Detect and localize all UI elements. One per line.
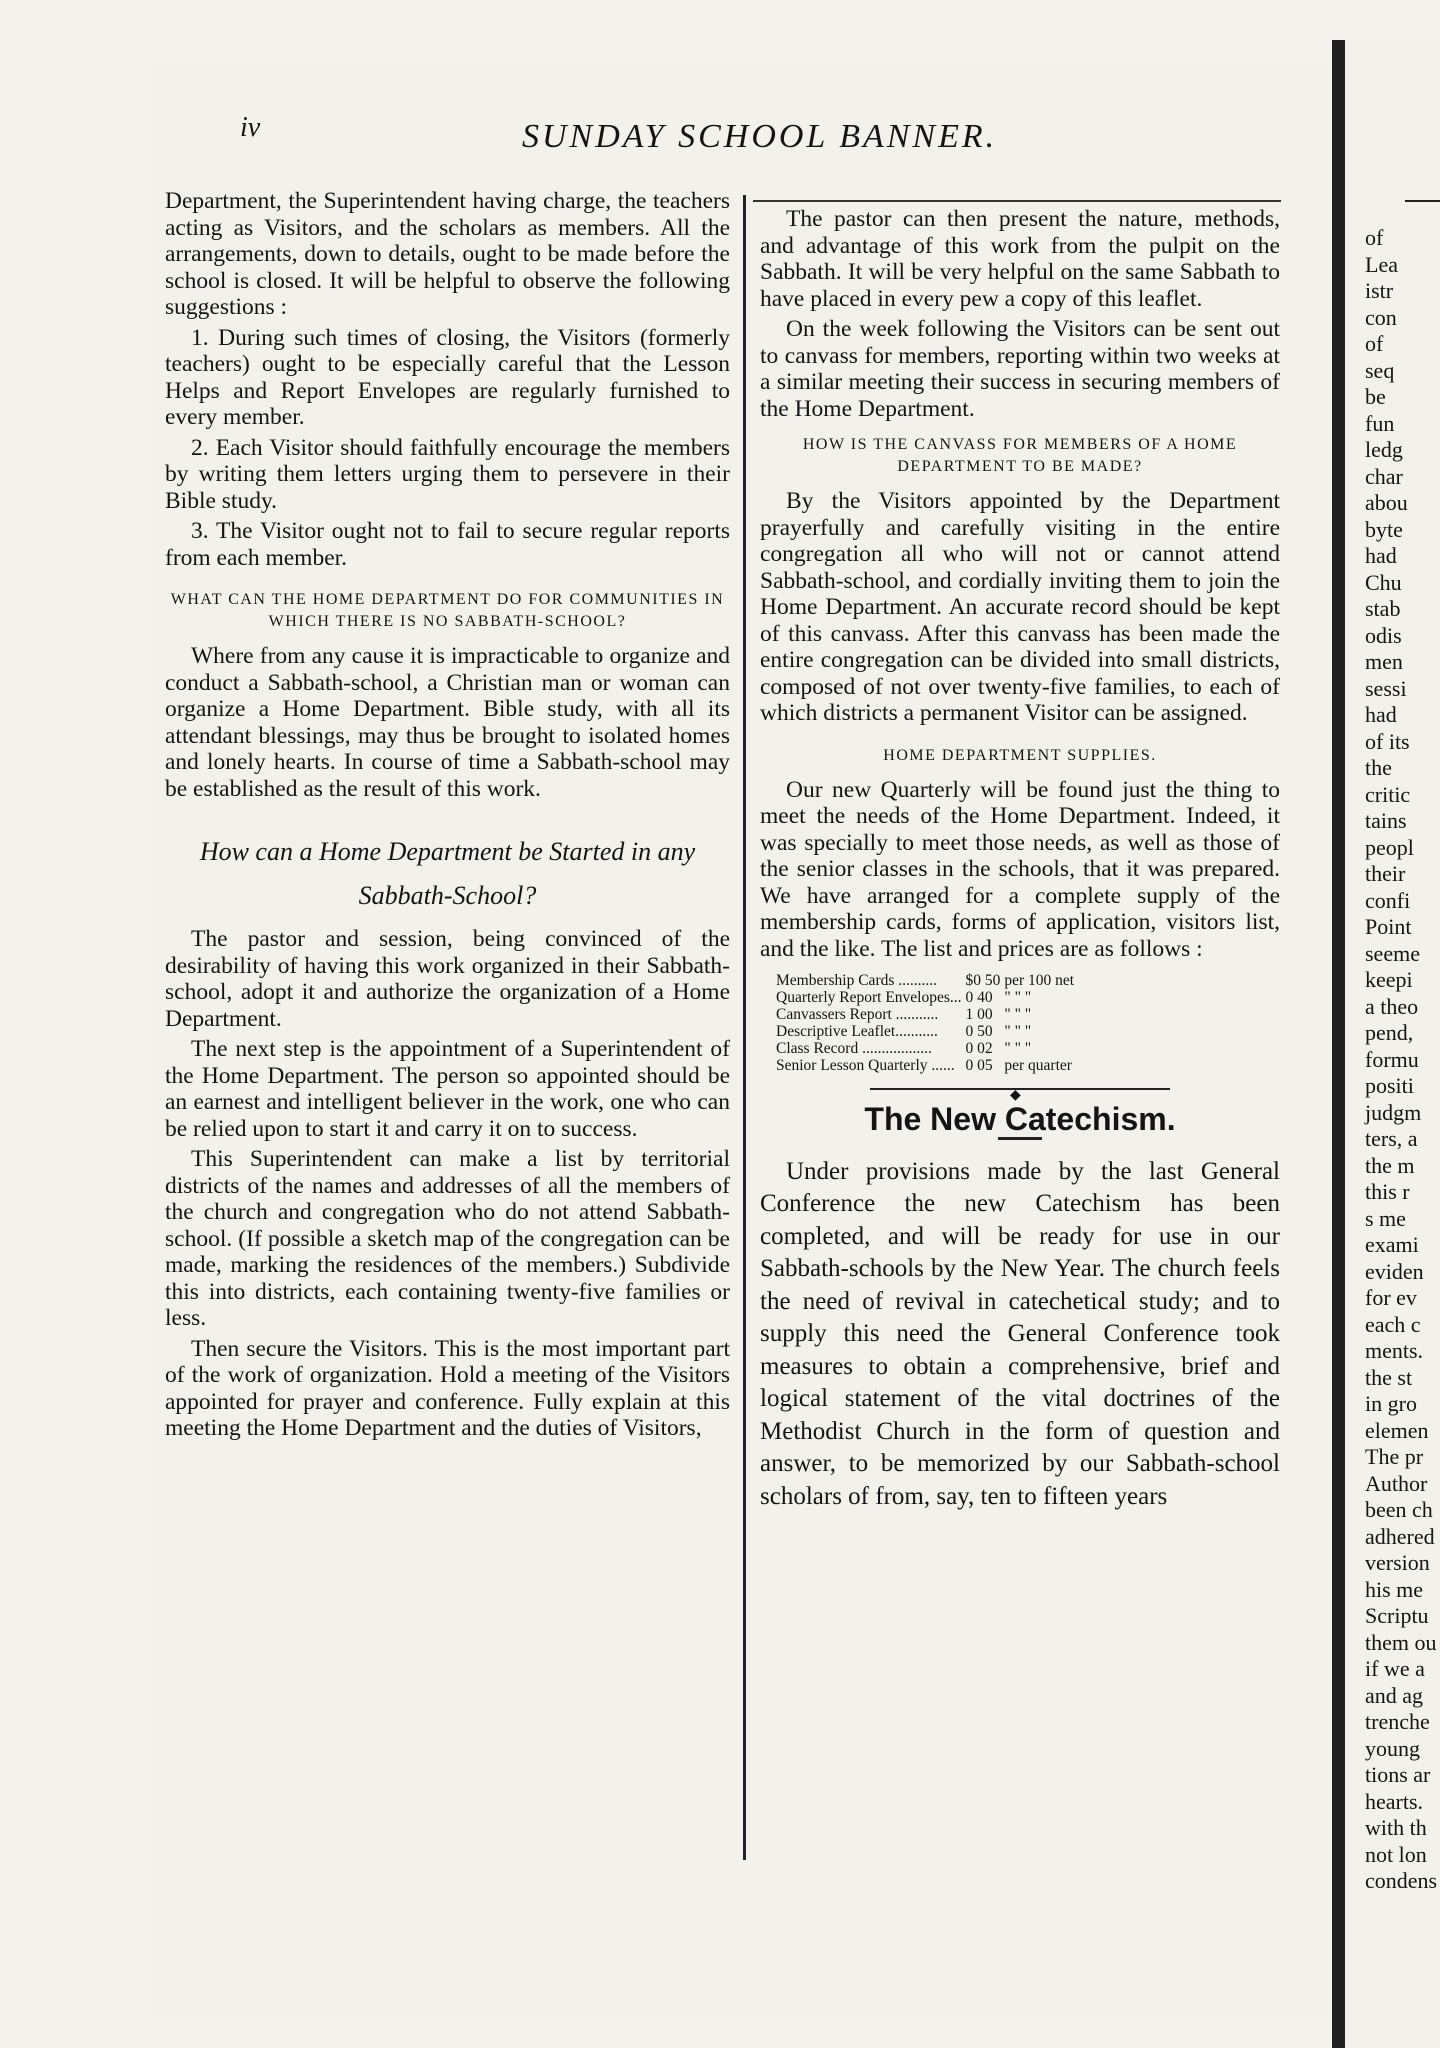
- right-column: [760, 206, 1280, 1517]
- next-page-fragment: istr: [1365, 278, 1394, 303]
- next-page-fragment: Author: [1365, 1470, 1428, 1496]
- next-page-fragment: tions ar: [1365, 1762, 1431, 1787]
- next-page-fragment: ledg: [1365, 437, 1403, 462]
- catechism-paragraph: Under provisions made by the last General Conference the new Catechism has been completed, and will be ready for use in our Sabbath-schools by the New Year. The church feels the need of revival in catechetical study; and to supply this need the General Conference took measures to obtain a comprehensive, brief and logical statement of the vital doctrines of the Methodist Church in the form of question and answer, to be memorized by our Sabbath-school scholars of from, say, ten to fifteen years: [760, 1157, 1280, 1510]
- next-page-fragment: positi: [1365, 1073, 1414, 1098]
- next-page-fragment: odis: [1365, 622, 1402, 648]
- next-page-fragment: exami: [1365, 1232, 1419, 1257]
- price-row: [776, 989, 1078, 1006]
- price-row: [776, 972, 1078, 989]
- next-page-fragment: critic: [1365, 781, 1411, 807]
- next-page-fragment: of: [1365, 225, 1384, 250]
- price-value: 0 50: [965, 1023, 993, 1040]
- next-page-fragment: The pr: [1365, 1444, 1424, 1469]
- next-page-fragment: seq: [1365, 357, 1395, 383]
- column-rule: [743, 195, 746, 1860]
- price-item: Canvassers Report ...........: [776, 1006, 939, 1023]
- next-page-fragment: sessi: [1365, 675, 1407, 701]
- next-page-fragment: keepi: [1365, 967, 1413, 992]
- section-heading-supplies: HOME DEPARTMENT SUPPLIES.: [883, 746, 1157, 764]
- next-page-fragment: hearts.: [1365, 1788, 1424, 1814]
- next-page-fragment: byte: [1365, 516, 1403, 542]
- next-page-fragment: eviden: [1365, 1258, 1424, 1284]
- running-head: [240, 112, 1280, 172]
- next-page-fragment: men: [1365, 649, 1403, 674]
- next-page-fragment: them ou: [1365, 1629, 1437, 1655]
- next-page-fragment: char: [1365, 463, 1403, 489]
- price-item: Class Record ..................: [776, 1040, 932, 1057]
- intro-paragraph: Department, the Superintendent having charge, the teachers acting as Visitors, and the scholars as members. All the arrangements, down to details, ought to be made before the school is closed. It will be helpful to observe the following suggestions :: [165, 188, 730, 320]
- next-page-fragment: the st: [1365, 1364, 1413, 1390]
- next-page-fragment: elemen: [1365, 1417, 1429, 1443]
- next-page-rule: [1405, 200, 1440, 202]
- section-paragraph: This Superintendent can make a list by territorial districts of the names and addresses of all the members of the church and congregation who do not attend Sabbath-school. (If possible a sketch map of the congregation can be made, marking the residences of the members.) Subdivide this into districts, each containing twenty-five families or less.: [165, 1146, 730, 1331]
- price-value: 1 00: [965, 1006, 993, 1023]
- next-page-fragment: a theo: [1365, 993, 1419, 1019]
- next-page-fragment: abou: [1365, 490, 1408, 515]
- price-unit: " " ": [1004, 1040, 1032, 1057]
- price-item: Membership Cards ..........: [776, 972, 938, 989]
- next-page-fragment: tains: [1365, 808, 1407, 833]
- next-page-fragment: if we a: [1365, 1656, 1425, 1681]
- page-number: iv: [240, 112, 261, 143]
- price-unit: " " ": [1004, 1006, 1032, 1023]
- section-paragraph: On the week following the Visitors can be sent out to canvass for members, reporting within two weeks at a similar meeting their success in securing members of the Home Department.: [760, 316, 1280, 422]
- price-row: [776, 1057, 1078, 1074]
- next-page-fragment: each c: [1365, 1311, 1421, 1337]
- section-paragraph: The pastor and session, being convinced of the desirability of having this work organized in their Sabbath-school, adopt it and authorize the organization of a Home Department.: [165, 926, 730, 1032]
- next-page-fragment: confi: [1365, 887, 1411, 913]
- next-page-fragment: had: [1365, 702, 1397, 727]
- suggestion-2: 2. Each Visitor should faithfully encourage the members by writing them letters urging them to persevere in their Bible study.: [165, 434, 730, 514]
- section-paragraph: Then secure the Visitors. This is the most important part of the work of organization. Hold a meeting of the Visitors appointed for prayer and conference. Fully explain at this meeting the Home Department and the duties of Visitors,: [165, 1335, 730, 1441]
- price-value: 0 02: [965, 1040, 993, 1057]
- next-page-fragment: condens: [1365, 1868, 1438, 1893]
- next-page-fragment: judgm: [1365, 1099, 1422, 1125]
- next-page-fragment: the m: [1365, 1152, 1415, 1178]
- next-page-fragments: [1365, 225, 1437, 1895]
- section-paragraph: Where from any cause it is impracticable to organize and conduct a Sabbath-school, a Christian man or woman can organize a Home Department. Bible study, with all its attendant blessings, may thus be brought to isolated homes and lonely hearts. In course of time a Sabbath-school may be established as the result of this work.: [165, 643, 730, 802]
- next-page-fragment: in gro: [1365, 1391, 1417, 1416]
- section-heading-starting: How can a Home Department be Started in any Sabbath-School?: [199, 837, 696, 910]
- header-rule: [753, 200, 1281, 202]
- price-item: Senior Lesson Quarterly ......: [776, 1057, 955, 1074]
- page-title: SUNDAY SCHOOL BANNER.: [522, 118, 998, 155]
- ornament-dot-icon: ◆: [1010, 1088, 1021, 1103]
- next-page-fragment: Lea: [1365, 251, 1398, 277]
- ornament-rule: [870, 1088, 1170, 1103]
- next-page-fragment: this r: [1365, 1179, 1410, 1204]
- price-item: Descriptive Leaflet...........: [776, 1023, 938, 1040]
- next-page-fragment: and ag: [1365, 1682, 1424, 1708]
- catechism-heading: The New Catechism.: [864, 1101, 1176, 1137]
- section-paragraph: The next step is the appointment of a Superintendent of the Home Department. The person so appointed should be an earnest and intelligent believer in the work, one who can be relied upon to start it and carry it on to success.: [165, 1036, 730, 1142]
- next-page-fragment: formu: [1365, 1046, 1419, 1072]
- next-page-fragment: Point: [1365, 914, 1412, 939]
- next-page-fragment: young: [1365, 1735, 1420, 1761]
- price-item: Quarterly Report Envelopes...: [776, 989, 962, 1006]
- next-page-fragment: peopl: [1365, 834, 1414, 860]
- next-page-edge: [1345, 40, 1440, 2048]
- next-page-fragment: pend,: [1365, 1020, 1414, 1045]
- suggestion-3: 3. The Visitor ought not to fail to secure regular reports from each member.: [165, 518, 730, 571]
- next-page-fragment: their: [1365, 861, 1406, 886]
- next-page-fragment: ments.: [1365, 1338, 1424, 1363]
- price-unit: per 100 net: [1004, 972, 1075, 989]
- section-paragraph: By the Visitors appointed by the Department prayerfully and carefully visiting in the entire congregation all who will not or cannot attend Sabbath-school, and cordially inviting them to join the Home Department. An accurate record should be kept of this canvass. After this canvass has been made the entire congregation can be divided into small districts, composed of not over twenty-five families, to each of which districts a permanent Visitor can be assigned.: [760, 488, 1280, 726]
- section-heading-canvass: HOW IS THE CANVASS FOR MEMBERS OF A HOME DEPARTMENT TO BE MADE?: [802, 436, 1238, 475]
- next-page-fragment: trenche: [1365, 1709, 1430, 1734]
- next-page-fragment: seeme: [1365, 940, 1420, 966]
- price-value: 0 40: [965, 989, 993, 1006]
- next-page-fragment: Scriptu: [1365, 1603, 1429, 1628]
- price-row: [776, 1023, 1078, 1040]
- price-value: $0 50: [965, 972, 1001, 989]
- next-page-fragment: Chu: [1365, 569, 1402, 595]
- section-paragraph: Our new Quarterly will be found just the thing to meet the needs of the Home Department. Indeed, it was specially to meet those needs, as well as those of the senior classes in the schools, that it was prepared. We have arranged for a complete supply of the membership cards, forms of application, visitors list, and the like. The list and prices are as follows :: [760, 776, 1280, 962]
- price-unit: per quarter: [1004, 1057, 1072, 1074]
- next-page-fragment: been ch: [1365, 1497, 1433, 1522]
- next-page-fragment: adhered: [1365, 1523, 1435, 1549]
- price-row: [776, 1040, 1078, 1057]
- next-page-fragment: version: [1365, 1550, 1430, 1575]
- next-page-fragment: the: [1365, 755, 1392, 780]
- price-row: [776, 1006, 1078, 1023]
- section-paragraph: The pastor can then present the nature, methods, and advantage of this work from the pulpit on the Sabbath. It will be very helpful on the same Sabbath to have placed in every pew a copy of this leaflet.: [760, 206, 1280, 312]
- next-page-fragment: be: [1365, 384, 1386, 409]
- next-page-fragment: with th: [1365, 1815, 1427, 1840]
- next-page-fragment: his me: [1365, 1576, 1424, 1602]
- next-page-fragment: con: [1365, 304, 1397, 330]
- next-page-fragment: for ev: [1365, 1285, 1417, 1310]
- section-heading-no-sabbath-school: WHAT CAN THE HOME DEPARTMENT DO FOR COMMUNITIES IN WHICH THERE IS NO SABBATH-SCHOOL?: [170, 591, 725, 630]
- next-page-fragment: s me: [1365, 1205, 1406, 1231]
- next-page-fragment: not lon: [1365, 1841, 1427, 1867]
- next-page-fragment: stab: [1365, 596, 1401, 621]
- suggestion-1: 1. During such times of closing, the Visitors (formerly teachers) ought to be especially careful that the Lesson Helps and Report Envelopes are regularly furnished to every member.: [165, 324, 730, 430]
- next-page-fragment: of its: [1365, 728, 1410, 754]
- left-column: [165, 188, 730, 1446]
- price-value: 0 05: [965, 1057, 993, 1074]
- next-page-fragment: of: [1365, 331, 1384, 356]
- next-page-fragment: ters, a: [1365, 1126, 1418, 1151]
- next-page-fragment: fun: [1365, 410, 1395, 436]
- price-unit: " " ": [1004, 989, 1032, 1006]
- price-unit: " " ": [1004, 1023, 1032, 1040]
- price-list: [776, 972, 1078, 1074]
- next-page-fragment: had: [1365, 543, 1397, 568]
